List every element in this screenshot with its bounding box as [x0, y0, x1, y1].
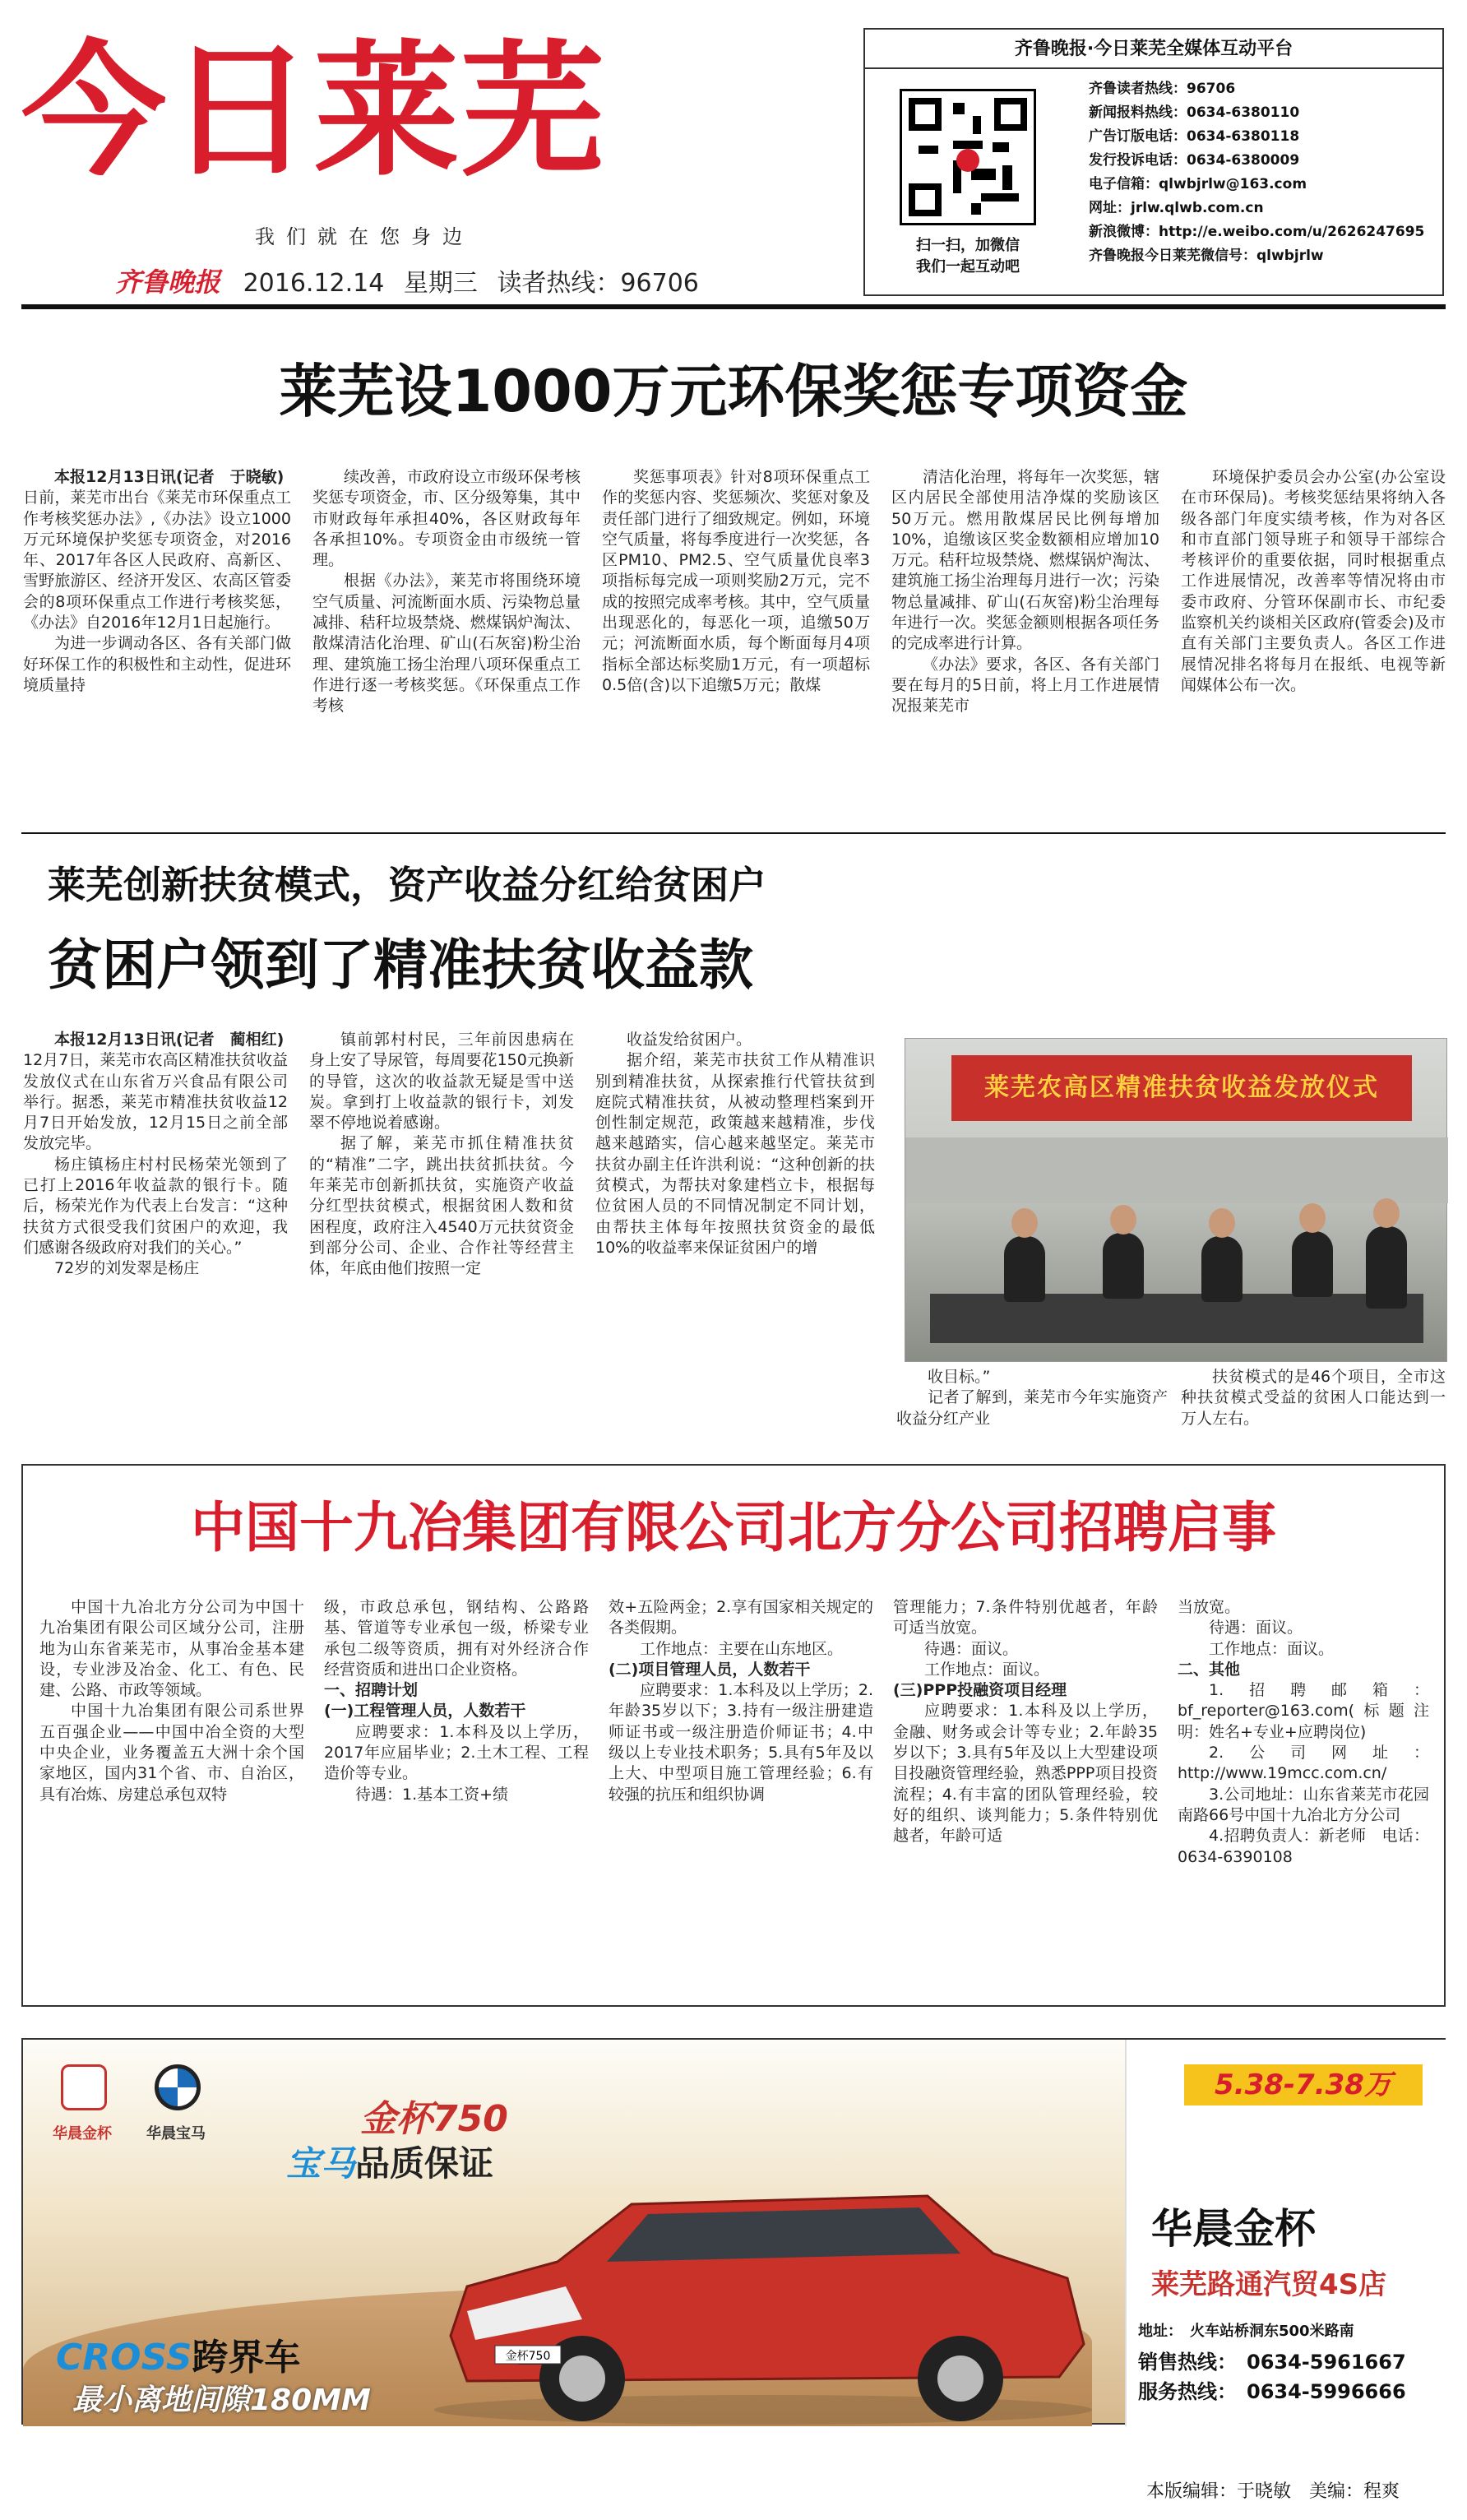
article2-col-5: 扶贫模式的是46个项目，全市这种扶贫模式受益的贫困人口能达到一万人左右。: [1181, 1368, 1446, 1428]
qr-caption-line-1: 扫一扫，加微信: [916, 237, 1020, 254]
ad-clearance: 最小离地间隙180MM: [72, 2383, 371, 2417]
recruit-col-5: 当放宽。 待遇：面议。 工作地点：面议。 二、其他 1.招聘邮箱：bf_reporter@163.com(标题注明：姓名+专业+应聘岗位) 2.公司网址：http://www.19mcc.com.cn/ 3.公司地址：山东省莱芜市花园南路66号中国十九冶北方分公司 4.招聘负责人：新老师 电话：0634-6390108: [1178, 1598, 1429, 1866]
ad-address: 地址： 火车站桥洞东500米路南: [1138, 2323, 1354, 2340]
ceremony-photo: [905, 1038, 1447, 1362]
contact-line: 广告订版电话：0634-6380118: [1089, 128, 1300, 145]
person-head: [1110, 1205, 1136, 1235]
article2-col-4: 收目标。” 记者了解到，莱芜市今年实施资产收益分红产业: [896, 1368, 1168, 1428]
contact-line[interactable]: 网址：jrlw.qlwb.com.cn: [1089, 200, 1264, 216]
section-divider: [21, 832, 1446, 834]
jinbei-logo-icon: [61, 2064, 107, 2110]
ad-cross: [56, 2328, 300, 2380]
article1-headline: 莱芜设1000万元环保奖惩专项资金: [279, 358, 1188, 425]
article1-col-5: 环境保护委员会办公室(办公室设在市环保局)。考核奖惩结果将纳入各级各部门年度实绩考核，作为对各区和市直部门领导班子和领导干部综合考核评价的重要依据，同时根据重点工作进展情况，改善率等情况将由市委市政府、分管环保副市长、市纪委监察机关约谈相关区政府(管委会)及市直有关部门主要负责人。各区工作进展情况排名将每月在报纸、电视等新闻媒体公布一次。: [1181, 468, 1446, 694]
recruitment-title: 中国十九冶集团有限公司北方分公司招聘启事: [191, 1496, 1276, 1559]
contact-line[interactable]: 新浪微博：http://e.weibo.com/u/2626247695: [1089, 224, 1425, 240]
contact-list: [1089, 77, 1424, 268]
masthead-title: 今日莱芜: [21, 27, 608, 196]
contact-line: 齐鲁读者热线：96706: [1089, 81, 1236, 97]
contact-line: 发行投诉电话：0634-6380009: [1089, 152, 1300, 169]
ad-service: 服务热线： 0634-5996666: [1138, 2380, 1406, 2403]
page-footer: 本版编辑：于晓敏 美编：程爽: [1146, 2481, 1400, 2502]
contact-line[interactable]: 电子信箱：qlwbjrlw@163.com: [1089, 176, 1307, 192]
article2-headline: 贫困户领到了精准扶贫收益款: [48, 933, 753, 997]
ad-model: 金杯750: [360, 2098, 508, 2140]
recruit-col-2: 级，市政总承包，钢结构、公路路基、管道等专业承包一级，桥梁专业承包二级等资质，拥有对外经济合作经营资质和进出口企业资格。 一、招聘计划 (一)工程管理人员，人数若干 应聘要求：1.本科及以上学历，2017年应届毕业；2.土木工程、工程造价等专业。 待遇：1.基本工资+绩: [324, 1598, 589, 1804]
car-illustration: [418, 2163, 1108, 2426]
person-head: [1011, 1208, 1038, 1238]
dealer-panel: [1125, 2040, 1447, 2426]
contact-line: 齐鲁晚报今日莱芜微信号：qlwbjrlw: [1089, 248, 1324, 264]
person-head: [1299, 1203, 1326, 1233]
car-advertisement: [21, 2038, 1446, 2425]
article2-col-1: 本报12月13日讯(记者 蔺相红) 12月7日，莱芜市农高区精准扶贫收益发放仪式在山东省万兴食品有限公司举行。据悉，莱芜市精准扶贫收益12月7日开始发放，12月15日之前全部发放完毕。 杨庄镇杨庄村村民杨荣光领到了已打上2016年收益款的银行卡。随后，杨荣光作为代表上台发言：“这种扶贫方式很受我们贫困户的欢迎，我们感谢各级政府对我们的关心。” 72岁的刘发翠是杨庄: [23, 1031, 300, 1278]
ad-cross-cn: 跨界车: [192, 2337, 301, 2379]
ceremony-table: [930, 1294, 1423, 1343]
article1-col-4: 清洁化治理，将每年一次奖惩，辖区内居民全部使用洁净煤的奖励该区50万元。燃用散煤居民比例每增加10%，追缴该区奖金数额相应增加10万元。秸秆垃圾禁烧、燃煤锅炉淘汰、建筑施工扬尘治理每月进行一次；污染物总量减排、矿山(石灰窑)粉尘治理每年进行一次。奖惩金额则根据各项任务的完成率进行计算。 《办法》要求，各区、各有关部门要在每月的5日前，将上月工作进展情况报莱芜市: [891, 468, 1159, 716]
reader-hotline: 读者热线：96706: [497, 269, 699, 298]
article1-col-1: 本报12月13日讯(记者 于晓敏) 日前，莱芜市出台《莱芜市环保重点工作考核奖惩办法》,《办法》设立1000万元环境保护奖惩专项资金，对2016年、2017年各区人民政府、高新区、雪野旅游区、经济开发区、农高区管委会的8项环保重点工作进行考核奖惩，《办法》自2016年12月1日起施行。 为进一步调动各区、各有关部门做好环保工作的积极性和主动性，促进环境质量持: [23, 468, 300, 694]
brand1: 华晨金杯: [53, 2125, 112, 2142]
recruit-col-4: 管理能力；7.条件特别优越者，年龄可适当放宽。 待遇：面议。 工作地点：面议。 (三)PPP投融资项目经理 应聘要求：1.本科及以上学历，金融、财务或会计等专业；2.年龄35岁以下；3.具有5年及以上大型建设项目投融资管理经验，熟悉PPP项目投资流程；4.有丰富的团队管理经验，较好的组织、谈判能力；5.条件特别优越者，年龄可适: [893, 1598, 1158, 1846]
issue-date: 2016.12.14: [243, 269, 385, 298]
person-figure: [1201, 1236, 1243, 1302]
person-figure: [1103, 1233, 1144, 1299]
ad-dealer: 莱芜路通汽贸4S店: [1151, 2268, 1387, 2301]
newspaper-logo: 齐鲁晚报: [115, 266, 221, 298]
person-figure: [1366, 1226, 1407, 1309]
media-platform-box: [863, 28, 1444, 296]
article2-subheadline: 莱芜创新扶贫模式，资产收益分红给贫困户: [48, 863, 766, 907]
article1-col-2: 续改善，市政府设立市级环保考核奖惩专项资金，市、区分级筹集，其中市财政每年承担40%，各区财政每年各承担10%。专项资金由市级统一管理。 根据《办法》，莱芜市将围绕环境空气质量、河流断面水质、污染物总量减排、秸秆垃圾禁烧、燃煤锅炉淘汰、散煤清洁化治理、矿山(石灰窑)粉尘治理、建筑施工扬尘治理八项环保重点工作进行逐一考核奖惩。《环保重点工作考核: [312, 468, 581, 716]
media-platform-header: 齐鲁晚报·今日莱芜全媒体互动平台: [865, 30, 1442, 69]
masthead: [21, 27, 811, 202]
masthead-rule: [21, 304, 1446, 309]
ad-slogan-bmw: 宝马: [286, 2143, 356, 2184]
person-figure: [1292, 1231, 1333, 1297]
car-plate: 金杯750: [505, 2350, 551, 2363]
recruit-col-3: 效+五险两金；2.享有国家相关规定的各类假期。 工作地点：主要在山东地区。 (二)项目管理人员，人数若干 应聘要求：1.本科及以上学历；2.年龄35岁以下；3.持有一级注册建造师证书或一级注册造价师证书；4.中级以上专业技术职务；5.具有5年及以上大、中型项目施工管理经验；6.有较强的抗压和组织协调: [609, 1598, 873, 1804]
issue-weekday: 星期三: [403, 269, 478, 298]
person-head: [1373, 1198, 1400, 1228]
ceremony-banner: 莱芜农高区精准扶贫收益发放仪式: [951, 1055, 1412, 1121]
date-bar: [115, 262, 710, 299]
article2-col-2: 镇前郭村村民，三年前因患病在身上安了导尿管，每周要花150元换新的导管，这次的收益款无疑是雪中送炭。拿到打上收益款的银行卡，刘发翠不停地说着感谢。 据了解，莱芜市抓住精准扶贫的“精准”二字，跳出扶贫抓扶贫。今年莱芜市创新抓扶贫，实施资产收益分红型扶贫模式，根据贫困人数和贫困程度，政府注入4540万元扶贫资金到部分公司、企业、合作社等经营主体，年底由他们按照一定: [309, 1031, 574, 1278]
article1-col-3: 奖惩事项表》针对8项环保重点工作的奖惩内容、奖惩频次、奖惩对象及责任部门进行了细致规定。例如，环境空气质量，将每季度进行一次奖惩，各区PM10、PM2.5、空气质量优良率3项指标每完成一项则奖励2万元，完不成的按照完成率考核。其中，空气质量出现恶化的，每恶化一项，追缴50万元；河流断面水质，每个断面每月4项指标全部达标奖励1万元，有一项超标0.5倍(含)以下追缴5万元；散煤: [602, 468, 870, 694]
ad-cross-en: CROSS: [56, 2337, 192, 2379]
person-head: [1209, 1208, 1235, 1238]
article2-col-3: 收益发给贫困户。 据介绍，莱芜市扶贫工作从精准识别到精准扶贫，从探索推行代管扶贫到庭院式精准扶贫，从被动整理档案到开创性制定规范，政策越来越精准，步伐越来越踏实，信心越来越坚定。莱芜市扶贫办副主任许洪利说：“这种创新的扶贫模式，为帮扶对象建档立卡，根据每位贫困人员的不同情况制定不同计划，由帮扶主体每年按照扶贫资金的最低10%的收益率来保证贫困户的增: [595, 1031, 875, 1257]
recruit-col-1: 中国十九冶北方分公司为中国十九冶集团有限公司区域分公司，注册地为山东省莱芜市，从事冶金基本建设，专业涉及冶金、化工、有色、民建、公路、市政等领域。 中国十九冶集团有限公司系世界五百强企业——中国中冶全资的大型中央企业，业务覆盖五大洲十余个国家地区，国内31个省、市、自治区，具有冶炼、房建总承包双特: [39, 1598, 304, 1804]
qr-code-icon: [900, 89, 1036, 225]
person-figure: [1004, 1236, 1045, 1302]
masthead-slogan: 我们就在您身边: [255, 225, 474, 248]
qr-caption-line-2: 我们一起互动吧: [916, 258, 1020, 276]
ad-slogan-quality: 品质保证: [355, 2143, 494, 2184]
brand2: 华晨宝马: [146, 2125, 206, 2142]
contact-line: 新闻报料热线：0634-6380110: [1089, 104, 1300, 121]
ad-brand-big: 华晨金杯: [1151, 2205, 1316, 2253]
bmw-logo-icon: [155, 2064, 201, 2110]
ad-sales: 销售热线： 0634-5961667: [1138, 2351, 1406, 2374]
recruitment-notice: [21, 1464, 1446, 2007]
qr-caption: [882, 235, 1054, 278]
ad-price: 5.38-7.38万: [1184, 2064, 1423, 2105]
